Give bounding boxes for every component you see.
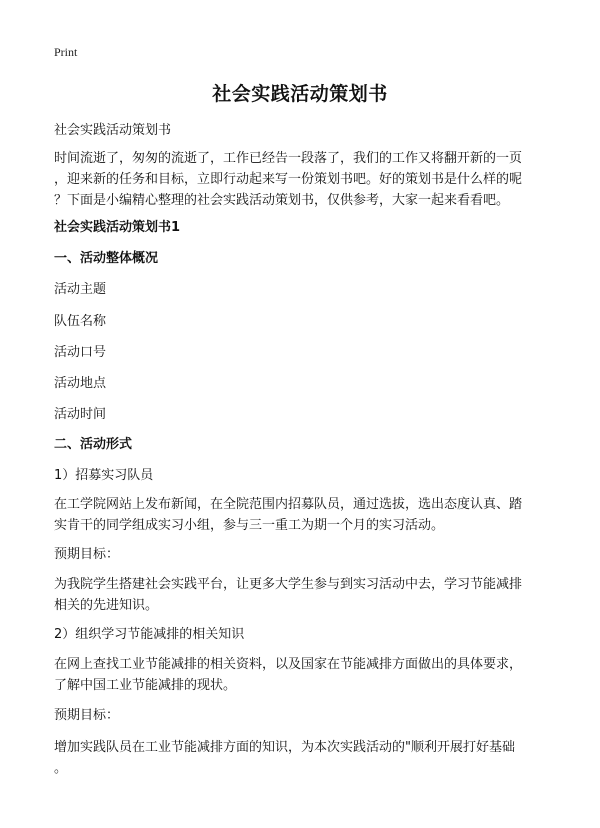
item2-goal-line: 。: [54, 761, 68, 776]
item2-body-line: 在网上查找工业节能减排的相关资料，以及国家在节能减排方面做出的具体要求，: [54, 657, 523, 672]
part1-item: 活动主题: [54, 282, 107, 297]
item1-body: [54, 494, 550, 536]
item1-goal-line: 相关的先进知识。: [54, 598, 159, 613]
item2-body: [54, 654, 550, 696]
part1-item: 活动口号: [54, 345, 107, 360]
item1-body-line: 实肯干的同学组成实习小组，参与三一重工为期一个月的实习活动。: [54, 518, 445, 533]
item2-heading: 2）组织学习节能减排的相关知识: [54, 627, 245, 642]
document-title: 社会实践活动策划书: [212, 83, 388, 105]
item1-goal: [54, 574, 550, 616]
intro-line: ？下面是小编精心整理的社会实践活动策划书，仅供参考，大家一起来看看吧。: [54, 193, 510, 208]
part2-heading: 二、活动形式: [54, 437, 133, 452]
intro-line: 时间流逝了，匆匆的流逝了，工作已经告一段落了，我们的工作又将翻开新的一页: [54, 151, 523, 166]
item2-body-line: 了解中国工业节能减排的现状。: [54, 678, 237, 693]
item1-heading: 1）招募实习队员: [54, 468, 154, 483]
part1-item: 队伍名称: [54, 314, 107, 329]
part1-heading: 一、活动整体概况: [54, 251, 159, 266]
intro-paragraph: [54, 148, 550, 211]
item2-goal-label: 预期目标：: [54, 708, 120, 723]
item2-goal: [54, 737, 550, 779]
document-subtitle: 社会实践活动策划书: [54, 123, 172, 138]
section-title: 社会实践活动策划书1: [54, 220, 181, 235]
item1-body-line: 在工学院网站上发布新闻，在全院范围内招募队员，通过选拔，选出态度认真、踏: [54, 497, 523, 512]
intro-line: ，迎来新的任务和目标，立即行动起来写一份策划书吧。好的策划书是什么样的呢: [54, 172, 523, 187]
part1-item: 活动时间: [54, 407, 107, 422]
item2-goal-line: 增加实践队员在工业节能减排方面的知识，为本次实践活动的"顺利开展打好基础: [54, 740, 515, 755]
item1-goal-label: 预期目标：: [54, 547, 120, 562]
item1-goal-line: 为我院学生搭建社会实践平台，让更多大学生参与到实习活动中去，学习节能减排: [54, 577, 523, 592]
print-label: Print: [54, 45, 78, 59]
part1-item: 活动地点: [54, 376, 107, 391]
